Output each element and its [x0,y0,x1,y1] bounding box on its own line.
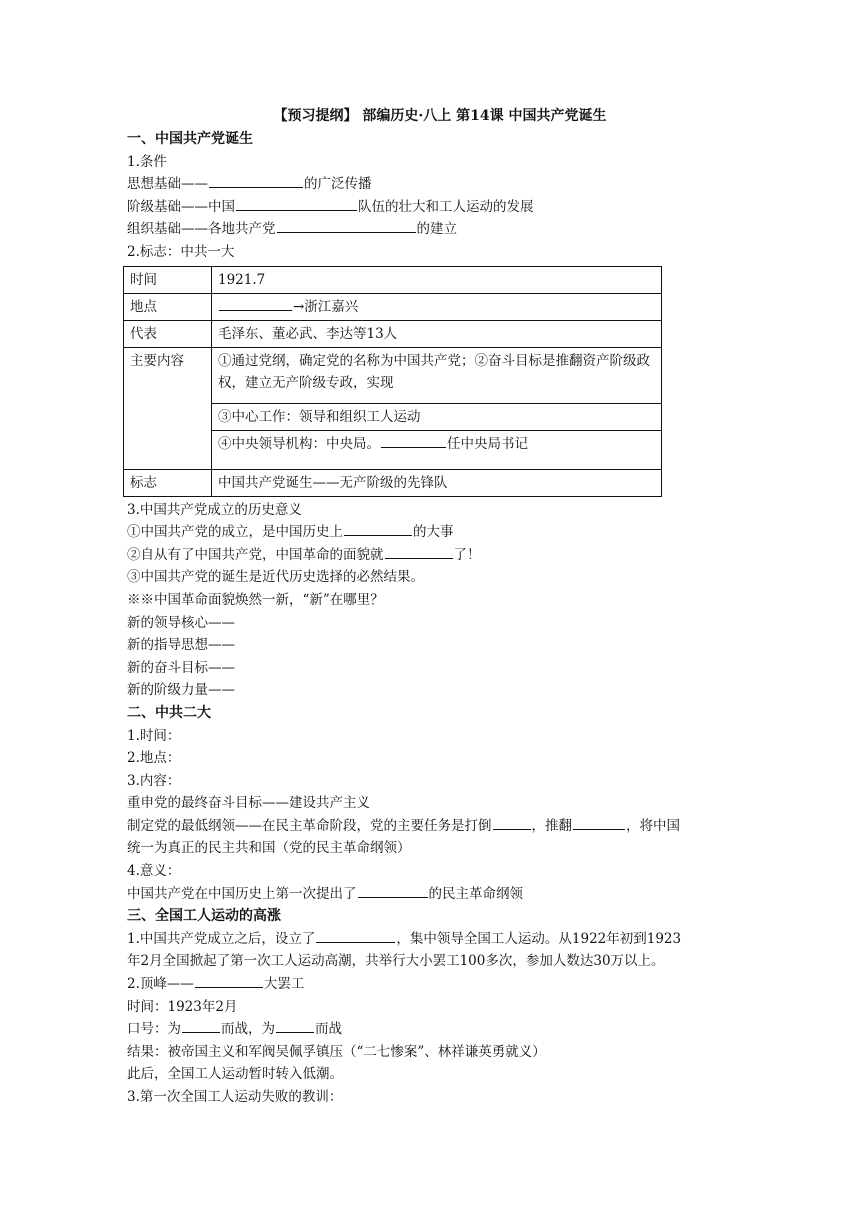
ultimate-goal: 重申党的最终奋斗目标——建设共产主义 [127,795,370,812]
table-key: 时间 [124,266,212,293]
conditions-title: 1.条件 [127,153,167,170]
lessons-title: 3.第一次全国工人运动失败的教训： [127,1089,343,1105]
question: ※※中国革命面貌焕然一新，“新”在哪里？ [127,591,384,608]
meaning-1: 中国共产党在中国历史上第一次提出了 的民主革命纲领 [127,883,737,906]
fill-blank[interactable] [573,815,625,830]
first-congress-table [123,266,662,497]
table-key: 主要内容 [124,347,212,469]
labor-movement-1: 1.中国共产党成立之后，设立了 ，集中领导全国工人运动。从1922年初到1923 [127,928,737,951]
fill-blank[interactable] [195,973,263,988]
table-row [124,293,662,320]
table-value: ③中心工作：领导和组织工人运动 [212,403,662,430]
section-heading-1: 一、中国共产党诞生 [127,131,253,147]
table-row [124,266,662,293]
significance-1: ①中国共产党的成立，是中国历史上 的大事 [127,521,737,544]
table-value: 中国共产党诞生——无产阶级的先锋队 [212,469,662,496]
significance-3: ③中国共产党的诞生是近代历史选择的必然结果。 [127,569,424,586]
significance-2: ②自从有了中国共产党，中国革命的面貌就 了！ [127,544,737,567]
peak-strike: 2.顶峰—— 大罢工 [127,973,737,996]
fill-blank[interactable] [358,883,428,898]
table-key: 代表 [124,320,212,347]
minimum-program-cont: 统一为真正的民主共和国（党的民主革命纲领） [127,840,411,857]
fill-blank[interactable] [381,433,446,448]
table-row [124,320,662,347]
fill-blank[interactable] [209,173,303,188]
fill-blank[interactable] [277,218,416,233]
table-value: 毛泽东、董必武、李达等13人 [212,320,662,347]
new-leadership: 新的领导核心—— [127,614,235,631]
table-value: →浙江嘉兴 [212,293,662,320]
table-row [124,469,662,496]
table-value: 1921.7 [212,266,662,293]
significance-title: 3.中国共产党成立的历史意义 [127,501,302,518]
table-row [124,347,662,403]
strike-slogan: 口号：为 而战，为 而战 [127,1018,737,1041]
strike-time: 时间：1923年2月 [127,998,238,1015]
minimum-program: 制定党的最低纲领——在民主革命阶段，党的主要任务是打倒 ，推翻 ，将中国 [127,815,737,838]
labor-movement-1-cont: 年2月全国掀起了第一次工人运动高潮，共举行大小罢工100多次，参加人数达30万以上。 [127,953,665,970]
second-congress-place: 2.地点： [127,750,181,767]
second-congress-content: 3.内容： [127,772,181,789]
table-key: 标志 [124,469,212,496]
fill-blank[interactable] [219,296,292,311]
condition-organization: 组织基础——各地共产党 的建立 [127,218,737,241]
mark-title: 2.标志：中共一大 [127,243,235,260]
section-heading-3: 三、全国工人运动的高涨 [127,908,281,925]
new-class-force: 新的阶级力量—— [127,682,235,699]
new-ideology: 新的指导思想—— [127,637,235,654]
fill-blank[interactable] [182,1018,220,1033]
after-strike: 此后，全国工人运动暂时转入低潮。 [127,1066,343,1083]
page-title: 【预习提纲】 部编历史·八上 第14课 中国共产党诞生 [273,108,607,124]
condition-ideology: 思想基础—— 的广泛传播 [127,173,737,196]
table-value: ④中央领导机构：中央局。 任中央局书记 [212,430,662,469]
condition-class: 阶级基础——中国 队伍的壮大和工人运动的发展 [127,196,737,219]
fill-blank[interactable] [276,1018,314,1033]
table-value: ①通过党纲，确定党的名称为中国共产党；②奋斗目标是推翻资产阶级政权，建立无产阶级专政，实现 [212,347,662,403]
fill-blank[interactable] [344,521,412,536]
fill-blank[interactable] [493,815,531,830]
table-key: 地点 [124,293,212,320]
fill-blank[interactable] [385,544,453,559]
new-goal: 新的奋斗目标—— [127,659,235,676]
fill-blank[interactable] [316,928,395,943]
second-congress-meaning: 4.意义： [127,863,181,880]
section-heading-2: 二、中共二大 [127,704,211,721]
second-congress-time: 1.时间： [127,727,181,744]
fill-blank[interactable] [236,196,357,211]
strike-result: 结果：被帝国主义和军阀吴佩孚镇压（“二七惨案”、林祥谦英勇就义） [127,1043,546,1060]
worksheet [127,104,737,1109]
